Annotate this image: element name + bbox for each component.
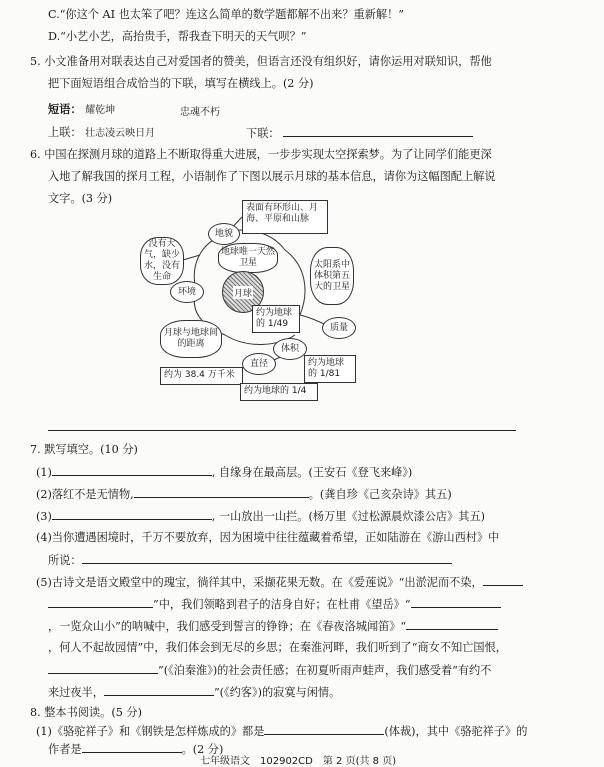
q7-s3-num: (3) xyxy=(36,510,52,523)
q7-s1-text: , 自缘身在最高层。(王安石《登飞来峰》) xyxy=(211,466,413,479)
q8-s1 xyxy=(36,722,527,739)
q7-s5d: ，何人不起故园情”中，我们体会到无尽的乡思；在秦淮河畔，我们听到了“商女不知亡国恨， xyxy=(48,641,507,654)
q7-s5-blank4[interactable] xyxy=(48,661,158,674)
q7-s4b-text: 所说： xyxy=(48,554,82,567)
juli-node: 月球与地球间的距离 xyxy=(160,320,222,358)
dimao-node: 地貌 xyxy=(208,223,240,245)
taiyang-node: 太阳系中体积第五大的卫星 xyxy=(310,247,354,305)
q7-s3-blank[interactable] xyxy=(52,507,212,520)
q7-s5b xyxy=(48,595,501,612)
q8-s1-text-c: 作者是 xyxy=(48,743,82,756)
page-footer: 七年级语文 102902CD 第 2 页(共 8 页) xyxy=(200,756,397,767)
q7-s5a xyxy=(36,573,523,590)
q7-s5c xyxy=(48,617,498,634)
q7-s1-num: (1) xyxy=(36,466,52,479)
q8-s1-text-d: 。(2 分) xyxy=(181,743,224,756)
q8-title: 8. 整本书阅读。(5 分) xyxy=(30,706,142,719)
q6-line2: 入地了解我国的探月工程，小语制作了下图以展示月球的基本信息，请你为这幅图配上解说 xyxy=(48,170,496,183)
upper-text: 壮志凌云映日月 xyxy=(85,128,156,139)
q7-s5-blank5[interactable] xyxy=(104,683,214,696)
q7-s2-blank[interactable] xyxy=(134,485,309,498)
q7-s2 xyxy=(36,485,452,502)
weiyi-node: 地球唯一天然卫星 xyxy=(218,243,278,273)
phrase-1: 耀乾坤 xyxy=(85,105,116,116)
q5-phrases xyxy=(48,101,115,117)
q7-s5f-text: 来过夜半， xyxy=(48,686,104,699)
zhijing-node: 直径 xyxy=(242,353,276,375)
q7-s3 xyxy=(36,507,485,524)
q8-s1-blank1[interactable] xyxy=(264,722,384,735)
zhiliang-node: 质量 xyxy=(322,317,356,339)
q7-s5-blank1b[interactable] xyxy=(48,595,153,608)
q7-s2-text-a: (2)落红不是无情物, xyxy=(36,488,134,501)
q7-s5f xyxy=(48,683,340,700)
q8-s1-blank2[interactable] xyxy=(82,740,182,753)
juli-desc: 约为 38.4 万千米 xyxy=(160,367,243,385)
q8-s1-text-a: (1)《骆驼祥子》和《钢铁是怎样炼成的》都是 xyxy=(36,725,265,738)
q7-s5-blank3[interactable] xyxy=(406,617,498,630)
moon-label: 月球 xyxy=(233,286,253,299)
q7-s5e xyxy=(48,661,491,678)
q7-s5c-text: ，一览众山小”的呐喊中，我们感受到誓言的铮铮；在《春夜洛城闻笛》“ xyxy=(48,620,407,633)
q7-s3-text: , 一山放出一山拦。(杨万里《过松源晨炊漆公店》其五) xyxy=(211,510,486,523)
tiji-node: 体积 xyxy=(273,338,307,360)
q7-s5-blank1[interactable] xyxy=(483,573,523,586)
phrase-2: 忠魂不朽 xyxy=(180,107,220,118)
huanjing-desc: 没有大气，缺少水，没有生命 xyxy=(140,237,184,285)
zhiliang-desc: 约为地球的 1/81 xyxy=(304,355,356,383)
q6-line3: 文字。(3 分) xyxy=(48,192,113,205)
q6-answer-line[interactable] xyxy=(48,430,516,431)
q7-s4a: (4)当你遭遇困境时，千万不要放弃，因为困境中往往蕴藏着希望，正如陆游在《游山西村》中 xyxy=(36,531,500,544)
option-c: C.“你这个 AI 也太笨了吧？连这么简单的数学题都解不出来？重新解！” xyxy=(48,8,405,21)
q7-s5g-text: ”(《约客》)的寂寞与闲情。 xyxy=(213,686,341,699)
zhijing-desc: 约为地球的 1/4 xyxy=(240,383,318,401)
upper-label: 上联： xyxy=(48,126,82,139)
q7-s4-blank[interactable] xyxy=(82,551,452,564)
q5-line2: 把下面短语组合成恰当的下联，填写在横线上。(2 分) xyxy=(48,77,314,90)
lower-couplet xyxy=(246,124,473,141)
q7-s1 xyxy=(36,463,412,480)
q7-s5e-text: ”(《泊秦淮》)的社会责任感；在初夏听雨声蛙声，我们感受着“有约不 xyxy=(158,664,492,677)
lower-label: 下联： xyxy=(246,127,280,140)
phrase-label: 短语： xyxy=(48,102,82,116)
moon-diagram xyxy=(130,195,380,400)
q6-line1: 6. 中国在探测月球的道路上不断取得重大进展，一步步实现太空探索梦。为了让同学们能更深 xyxy=(30,148,492,161)
q8-s1-author xyxy=(48,740,223,757)
q7-s1-blank[interactable] xyxy=(52,463,212,476)
huanjing-node: 环境 xyxy=(170,281,204,303)
q7-s4b xyxy=(48,551,452,568)
q7-s2-text-b: 。(龚自珍《己亥杂诗》其五) xyxy=(308,488,452,501)
q8-s1-text-b: (体裁)，其中《骆驼祥子》的 xyxy=(384,725,528,738)
q5-line1: 5. 小文准备用对联表达自己对爱国者的赞美，但语言还没有组织好，请你运用对联知识，帮他 xyxy=(30,55,492,68)
q7-s5a-text: (5)古诗文是语文殿堂中的瑰宝，徜徉其中，采撷花果无数。在《爱莲说》“出淤泥而不染， xyxy=(36,576,483,589)
q7-s5-blank2[interactable] xyxy=(411,595,501,608)
upper-couplet xyxy=(48,124,155,140)
lower-answer-line[interactable] xyxy=(283,124,473,137)
dimao-desc: 表面有环形山、月海、平原和山脉 xyxy=(242,200,328,234)
q7-s5b-text: ”中，我们领略到君子的洁身自好；在杜甫《望岳》“ xyxy=(153,598,411,611)
q7-title: 7. 默写填空。(10 分) xyxy=(30,443,138,456)
option-d: D.“小艺小艺，高抬贵手，帮我查下明天的天气呗？” xyxy=(48,30,307,43)
tiji-desc: 约为地球的 1/49 xyxy=(252,305,300,333)
